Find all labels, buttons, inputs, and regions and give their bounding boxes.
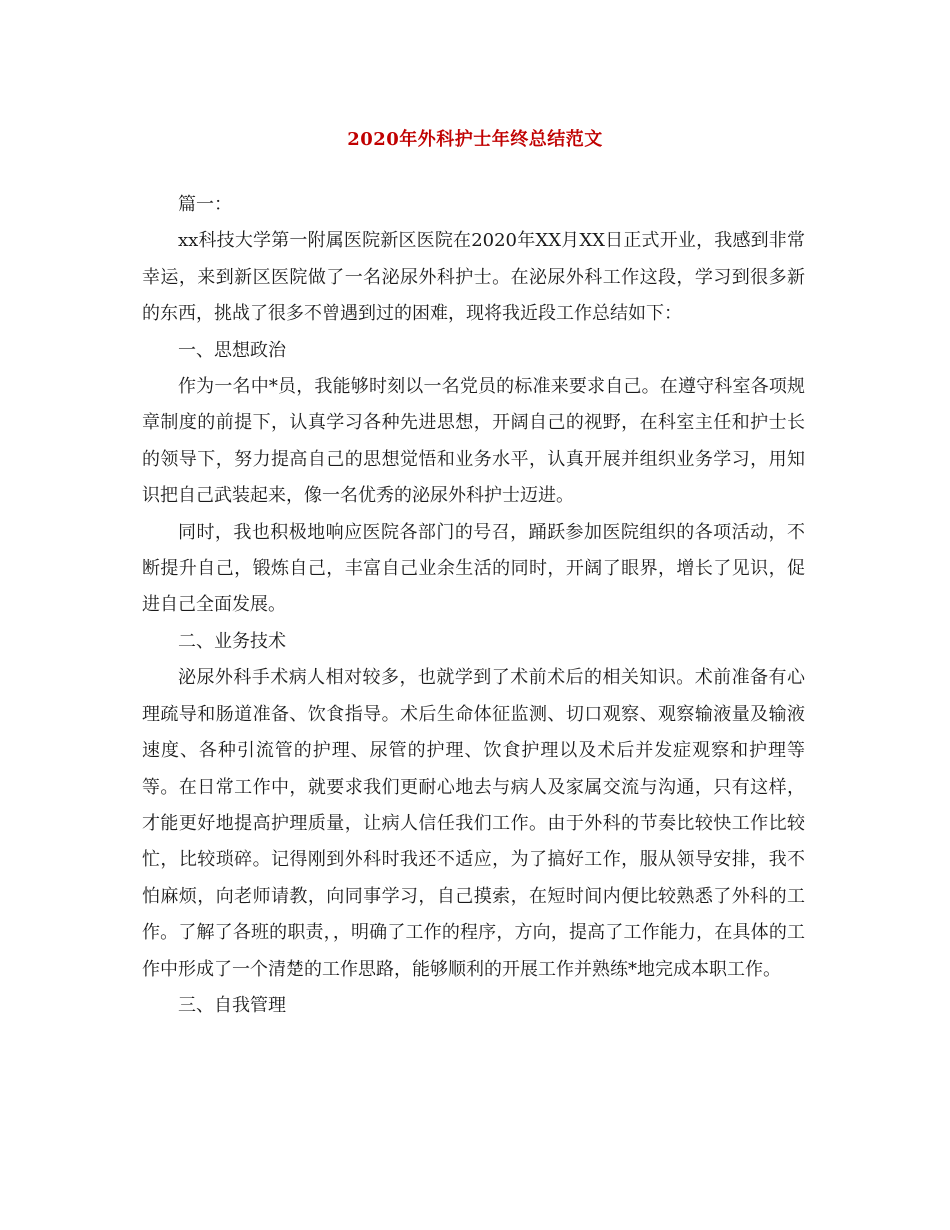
section-label-part-one: 篇一： [178,194,232,215]
document-body [142,187,805,1024]
paragraph-intro: xx科技大学第一附属医院新区医院在2020年XX月XX日正式开业，我感到非常幸运，来到新区医院做了一名泌尿外科护士。在泌尿外科工作这段，学习到很多新的东西，挑战了很多不曾遇到过的困难，现将我近段工作总结如下： [142,230,805,325]
paragraph-activities: 同时，我也积极地响应医院各部门的号召，踊跃参加医院组织的各项活动，不断提升自己，锻炼自己，丰富自己业余生活的同时，开阔了眼界，增长了见识，促进自己全面发展。 [142,521,805,616]
document-title: 2020年外科护士年终总结范文 [347,129,603,150]
section-heading-self-management: 三、自我管理 [178,994,286,1016]
paragraph-skills: 泌尿外科手术病人相对较多，也就学到了术前术后的相关知识。术前准备有心理疏导和肠道准备、饮食指导。术后生命体征监测、切口观察、观察输液量及输液速度、各种引流管的护理、尿管的护理、饮食护理以及术后并发症观察和护理等等。在日常工作中，就要求我们更耐心地去与病人及家属交流与沟通，只有这样，才能更好地提高护理质量，让病人信任我们工作。由于外科的节奏比较快工作比较忙，比较琐碎。记得刚到外科时我还不适应，为了搞好工作，服从领导安排，我不怕麻烦，向老师请教，向同事学习，自己摸索，在短时间内便比较熟悉了外科的工作。了解了各班的职责，，明确了工作的程序，方向，提高了工作能力，在具体的工作中形成了一个清楚的工作思路，能够顺利的开展工作并熟练*地完成本职工作。 [142,667,805,980]
section-heading-skills: 二、业务技术 [178,630,286,652]
section-heading-ideology: 一、思想政治 [178,339,286,361]
paragraph-ideology: 作为一名中*员，我能够时刻以一名党员的标准来要求自己。在遵守科室各项规章制度的前提下，认真学习各种先进思想，开阔自己的视野，在科室主任和护士长的领导下，努力提高自己的思想觉悟和业务水平，认真开展并组织业务学习，用知识把自己武装起来，像一名优秀的泌尿外科护士迈进。 [142,376,805,507]
